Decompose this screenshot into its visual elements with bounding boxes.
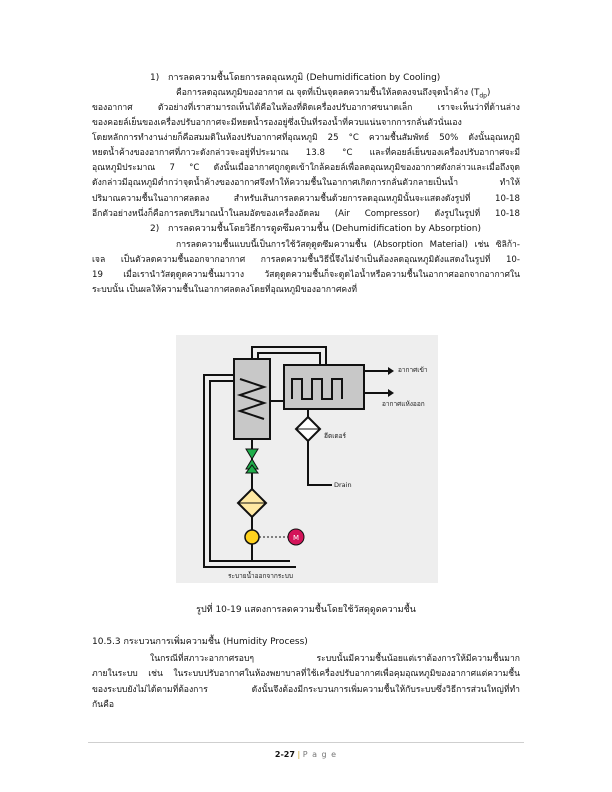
section1-line-8: ปริมาณความชื้นในอากาศลดลง สำหรับเส้นการลดความชื้นด้วยการลดอุณหภูมินั้นจะแสดงดังรูปที่ 10-18	[92, 194, 520, 204]
section1-line-6: อุณหภูมิประมาณ 7 °C ดังนั้นเมื่ออากาศถูกดูดเข้าใกล้คอยล์เพื่อลดอุณหภูมิของอากาศดังกล่าวและเมื่อถึงจุด	[92, 163, 520, 173]
sensor-circle	[245, 530, 259, 544]
footer-separator: |	[297, 750, 301, 759]
regenerator-box	[284, 365, 364, 409]
section2-line-1: การลดความชื้นแบบนี้เป็นการใช้วัสดุดูดซึมความชื้น (Absorption Material) เช่น ซิลิก้า-	[176, 240, 520, 250]
section3-line-2: ภายในระบบ เช่น ในระบบปรับอากาศในห้องพยาบาลที่ใช้เครื่องปรับอากาศเพื่อคุมอุณหภูมิของอากาศแต่ความชื้น	[92, 669, 520, 679]
section3-heading: 10.5.3 กระบวนการเพิ่มความชื้น (Humidity Process)	[92, 637, 308, 647]
dew-point-close: )	[486, 88, 491, 98]
section1-line-3: ของคอยล์เย็นของเครื่องปรับอากาศจะมีหยดน้ำรองอยู่ซึ่งเป็นที่รองน้ำที่ควบแน่นจากการกลั่นตัวนั่นเอง	[92, 118, 462, 128]
label-drain: Drain	[334, 481, 352, 489]
section1-line-1-text: คือการลดอุณหภูมิของอากาศ ณ จุดที่เป็นจุดลดความชื้นให้ลดลงจนถึงจุดน้ำค้าง (T	[176, 88, 480, 98]
section1-line-9: อีกตัวอย่างหนึ่งก็คือการลดปริมาณน้ำในลมอัดของเครื่องอัดลม (Air Compressor) ดังรูปในรูปที่ 10-18	[92, 209, 520, 219]
section2-number: 2)	[150, 224, 160, 234]
section1-line-4: โดยหลักการทำงานง่ายก็คือสมมติในห้องปรับอากาศที่อุณหภูมิ 25 °C ความชื้นสัมพัทธ์ 50% ดังนั้นอุณหภูมิ	[92, 133, 520, 143]
absorption-dehumidifier-diagram	[176, 335, 438, 583]
section3-line-4: กันคือ	[92, 700, 114, 710]
pump-motor-label: M	[292, 534, 300, 542]
figure-caption: รูปที่ 10-19 แสดงการลดความชื้นโดยใช้วัสดุดูดความชื้น	[196, 605, 416, 615]
section1-title: การลดความชื้นโดยการลดอุณหภูมิ (Dehumidification by Cooling)	[168, 73, 441, 83]
page-footer	[0, 750, 612, 759]
section1-line-1	[176, 88, 490, 102]
section2-line-4: ระบบนั้น เป็นผลให้ความชื้นในอากาศลดลงโดยที่อุณหภูมิของอากาศคงที่	[92, 285, 358, 295]
section3-line-1: ในกรณีที่สภาวะอากาศรอบๆ ระบบนั้นมีความชื้นน้อยแต่เราต้องการให้มีความชื้นมาก	[150, 654, 520, 664]
footer-rule	[88, 742, 524, 743]
section2-line-2: เจล เป็นตัวลดความชื้นออกจากอากาศ การลดความชื้นวิธีนี้จึงไม่จำเป็นต้องลดอุณหภูมิดังแสดงในรูปที่ 10-	[92, 255, 520, 265]
section1-line-2: ของอากาศ ตัวอย่างที่เราสามารถเห็นได้คือในห้องที่ติดเครื่องปรับอากาศขนาดเล็ก เราจะเห็นว่าที่ด้านล่าง	[92, 103, 520, 113]
label-bottom: ระบายน้ำออกจากระบบ	[228, 572, 294, 580]
footer-page-label: P a g e	[302, 750, 338, 759]
dew-point-subscript: dp	[479, 92, 487, 100]
label-heater: ฮีตเตอร์	[324, 432, 347, 440]
label-outlet: อากาศแห้งออก	[382, 400, 425, 408]
section1-line-7: ดังกล่าวมีอุณหภูมิต่ำกว่าจุดน้ำค้างของอากาศจึงทำให้ความชื้นในอากาศเกิดการกลั่นตัวกลายเป็นน้ำ ทำให้	[92, 178, 520, 188]
section2-title: การลดความชื้นโดยวิธีการดูดซึมความชื้น (Dehumidification by Absorption)	[168, 224, 481, 234]
label-inlet: อากาศเข้า	[398, 366, 428, 374]
section1-line-5: หยดน้ำค้างของอากาศที่ภาวะดังกล่าวจะอยู่ที่ประมาณ 13.8 °C และที่คอยล์เย็นของเครื่องปรับอากาศจะมี	[92, 148, 520, 158]
section3-line-3: ของระบบยังไม่ได้ตามที่ต้องการ ดังนั้นจึงต้องมีกระบวนการเพิ่มความชื้นให้กับระบบซึ่งวิธีการส่วนใหญ่ที่ทำ	[92, 685, 520, 695]
section2-line-3: 19 เมื่อเรานำวัสดุดูดความชื้นมาวาง วัสดุดูดความชื้นก็จะดูดไอน้ำหรือความชื้นในอากาศออกจากอากาศใน	[92, 270, 520, 280]
section1-number: 1)	[150, 73, 160, 83]
page-number: 2-27	[274, 750, 295, 759]
